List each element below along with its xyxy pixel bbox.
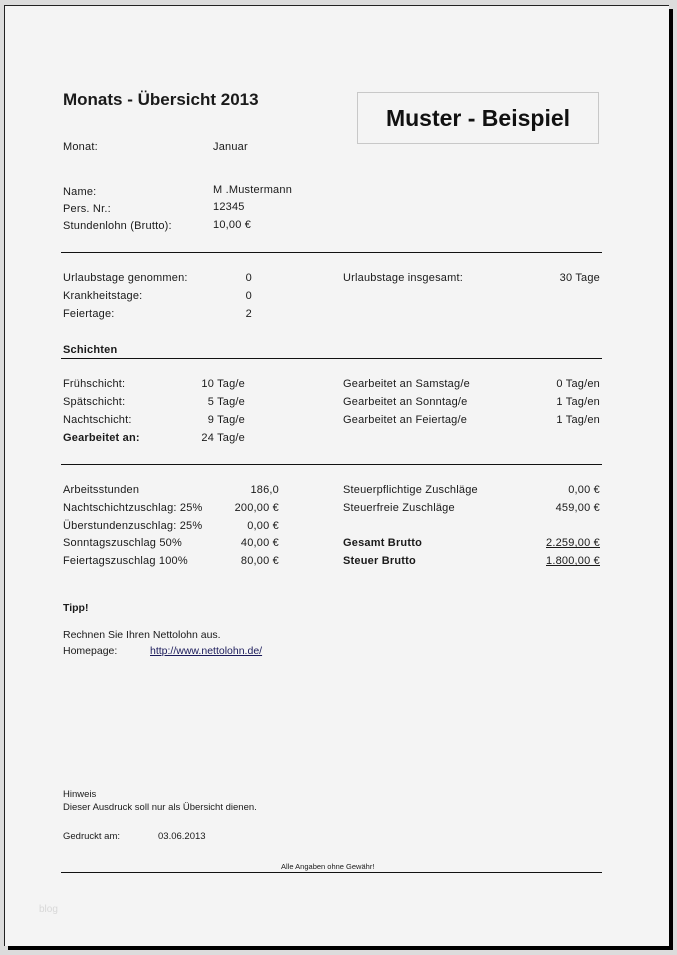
disclaimer: Alle Angaben ohne Gewähr! — [281, 862, 375, 871]
month-value: Januar — [213, 141, 248, 153]
pay-label: Feiertagszuschlag 100% — [63, 555, 188, 567]
surcharge-label: Steuerpflichtige Zuschläge — [343, 484, 478, 496]
printed-label: Gedruckt am: — [63, 831, 121, 842]
worked-days-label: Gearbeitet an: — [63, 432, 140, 444]
hourly-wage-label: Stundenlohn (Brutto): — [63, 220, 172, 232]
shifts-heading: Schichten — [63, 344, 118, 356]
weekend-label: Gearbeitet an Feiertag/e — [343, 414, 468, 426]
surcharge-value: 0,00 € — [568, 484, 600, 496]
weekend-label: Gearbeitet an Sonntag/e — [343, 396, 468, 408]
weekend-value: 0 Tag/en — [556, 378, 600, 390]
holidays-value: 2 — [245, 308, 252, 320]
pay-label: Arbeitsstunden — [63, 484, 140, 496]
pay-value: 0,00 € — [247, 520, 279, 532]
shift-label: Spätschicht: — [63, 396, 126, 408]
pers-nr-label: Pers. Nr.: — [63, 203, 111, 215]
divider — [61, 464, 602, 465]
shift-value: 9 Tag/e — [207, 414, 245, 426]
divider — [61, 252, 602, 253]
watermark: blog — [39, 904, 58, 915]
sick-days-value: 0 — [245, 290, 252, 302]
vacation-total-value: 30 Tage — [559, 272, 600, 284]
sample-stamp-label: Muster - Beispiel — [385, 104, 571, 131]
surcharge-value: 459,00 € — [555, 502, 600, 514]
vacation-taken-label: Urlaubstage genommen: — [63, 272, 188, 284]
surcharge-label: Steuerfreie Zuschläge — [343, 502, 455, 514]
divider — [61, 872, 602, 873]
note-text: Dieser Ausdruck soll nur als Übersicht dienen. — [63, 802, 257, 813]
worked-days-value: 24 Tag/e — [201, 432, 245, 444]
tip-heading: Tipp! — [63, 602, 89, 614]
tax-gross-label: Steuer Brutto — [343, 555, 416, 567]
homepage-label: Homepage: — [63, 645, 118, 657]
pay-label: Nachtschichtzuschlag: 25% — [63, 502, 203, 514]
pay-value: 80,00 € — [240, 555, 279, 567]
pay-label: Sonntagszuschlag 50% — [63, 537, 182, 549]
weekend-value: 1 Tag/en — [556, 396, 600, 408]
name-value: M .Mustermann — [213, 184, 293, 196]
weekend-label: Gearbeitet an Samstag/e — [343, 378, 470, 390]
tax-gross-value: 1.800,00 € — [546, 555, 600, 567]
hourly-wage-value: 10,00 € — [213, 219, 252, 231]
pay-value: 186,0 — [250, 484, 279, 496]
pay-value: 200,00 € — [234, 502, 279, 514]
vacation-taken-value: 0 — [245, 272, 252, 284]
printed-date: 03.06.2013 — [158, 831, 206, 842]
shift-value: 5 Tag/e — [207, 396, 245, 408]
page-title: Monats - Übersicht 2013 — [63, 90, 259, 109]
name-label: Name: — [63, 186, 97, 198]
shift-value: 10 Tag/e — [201, 378, 245, 390]
sick-days-label: Krankheitstage: — [63, 290, 143, 302]
vacation-total-label: Urlaubstage insgesamt: — [343, 272, 463, 284]
weekend-value: 1 Tag/en — [556, 414, 600, 426]
shift-label: Frühschicht: — [63, 378, 126, 390]
note-heading: Hinweis — [63, 789, 97, 800]
sample-stamp — [357, 92, 599, 144]
gross-total-value: 2.259,00 € — [546, 537, 600, 549]
month-label: Monat: — [63, 141, 98, 153]
tip-text: Rechnen Sie Ihren Nettolohn aus. — [63, 629, 221, 641]
divider — [61, 358, 602, 359]
pay-value: 40,00 € — [240, 537, 279, 549]
pay-label: Überstundenzuschlag: 25% — [63, 520, 203, 532]
gross-total-label: Gesamt Brutto — [343, 537, 422, 549]
holidays-label: Feiertage: — [63, 308, 115, 320]
shift-label: Nachtschicht: — [63, 414, 132, 426]
document-page — [4, 5, 669, 946]
pers-nr-value: 12345 — [213, 201, 245, 213]
homepage-link[interactable]: http://www.nettolohn.de/ — [150, 645, 263, 657]
